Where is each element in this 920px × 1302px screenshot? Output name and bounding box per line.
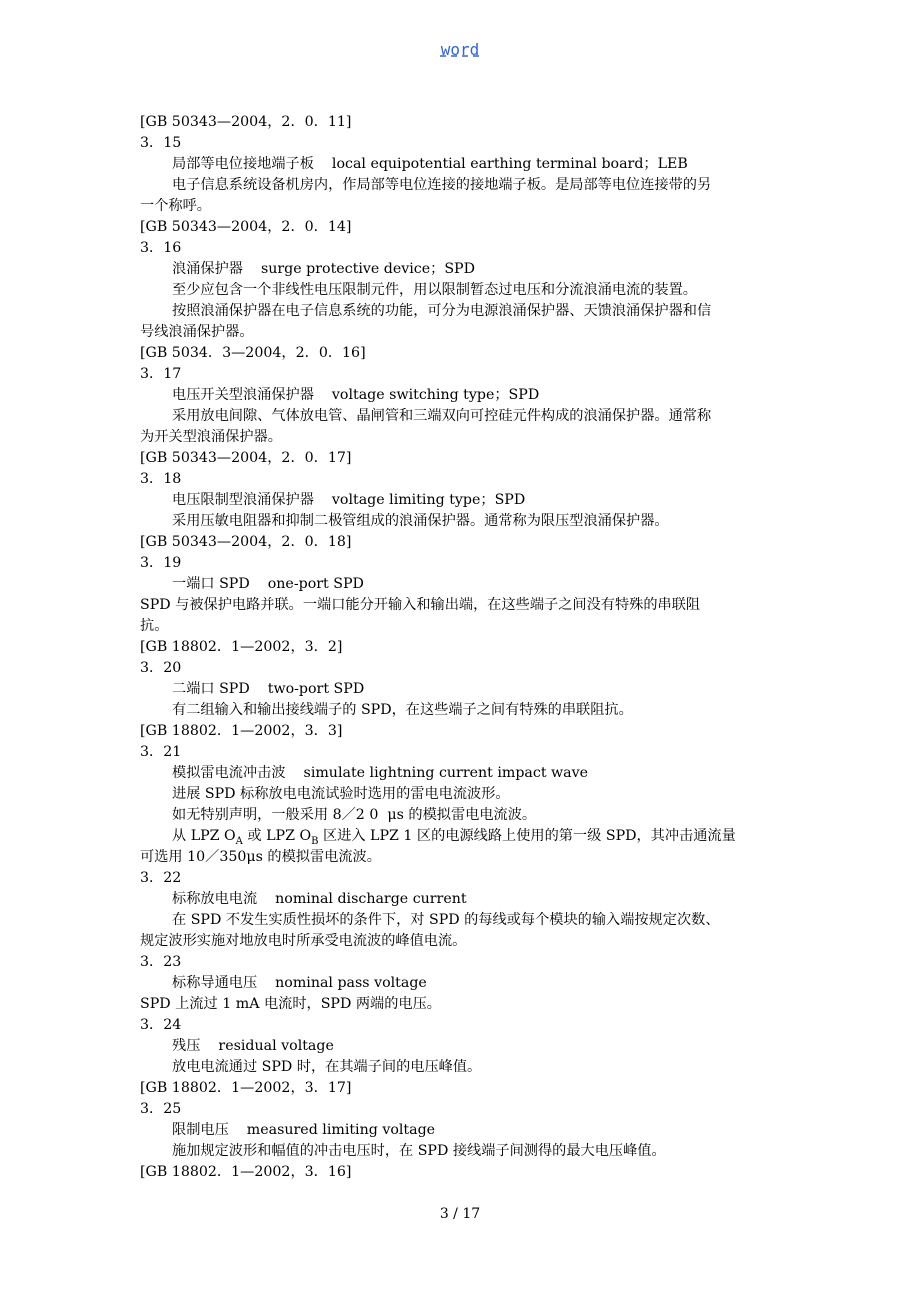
- line-text: 电压开关型浪涌保护器 voltage switching type；SPD: [172, 387, 540, 403]
- text-line: [140, 889, 790, 910]
- text-line: [140, 805, 790, 826]
- line-text: 电压限制型浪涌保护器 voltage limiting type；SPD: [172, 492, 526, 508]
- line-text: 限制电压 measured limiting voltage: [172, 1122, 436, 1138]
- line-text: 抗。: [140, 618, 169, 634]
- text-line: [140, 868, 790, 889]
- text-line: [140, 637, 790, 658]
- text-line: [140, 595, 790, 616]
- line-text: 浪涌保护器 surge protective device；SPD: [172, 261, 475, 277]
- line-text: 3．20: [140, 660, 182, 676]
- text-line: [140, 994, 790, 1015]
- text-line: [140, 490, 790, 511]
- text-line: [140, 1120, 790, 1141]
- text-line: [140, 217, 790, 238]
- line-text: 3．19: [140, 555, 182, 571]
- text-line: [140, 1036, 790, 1057]
- text-line: [140, 154, 790, 175]
- text-line: [140, 448, 790, 469]
- text-line: [140, 532, 790, 553]
- line-text: 残压 residual voltage: [172, 1038, 334, 1054]
- line-text: 3．23: [140, 954, 182, 970]
- text-line: [140, 973, 790, 994]
- text-line: [140, 322, 790, 343]
- line-text: 3．16: [140, 240, 182, 256]
- page-number: 3 / 17: [439, 1206, 481, 1222]
- line-text: 可选用 10／350μs 的模拟雷电流波。: [140, 849, 381, 865]
- line-text: 施加规定波形和幅值的冲击电压时，在 SPD 接线端子间测得的最大电压峰值。: [172, 1143, 666, 1159]
- line-text: 标称放电电流 nominal discharge current: [172, 891, 467, 907]
- text-line: [140, 133, 790, 154]
- line-text: 放电电流通过 SPD 时，在其端子间的电压峰值。: [172, 1059, 482, 1075]
- line-text: 进展 SPD 标称放电电流试验时选用的雷电电流波形。: [172, 786, 510, 802]
- line-text: SPD 上流过 1 mA 电流时，SPD 两端的电压。: [140, 996, 441, 1012]
- subscript-text: B: [311, 835, 319, 847]
- text-line: [140, 679, 790, 700]
- text-line: [140, 343, 790, 364]
- line-text: 或 LPZ O: [242, 828, 312, 844]
- line-text: 有二组输入和输出接线端子的 SPD，在这些端子之间有特殊的串联阻抗。: [172, 702, 633, 718]
- line-text: [GB 18802．1—2002，3．16]: [140, 1164, 352, 1180]
- line-text: 3．21: [140, 744, 182, 760]
- text-line: [140, 469, 790, 490]
- line-text: 区进入 LPZ 1 区的电源线路上使用的第一级 SPD，其冲击通流量: [318, 828, 736, 844]
- text-line: [140, 1141, 790, 1162]
- text-line: [140, 910, 790, 931]
- text-line: [140, 259, 790, 280]
- line-text: 一个称呼。: [140, 198, 211, 214]
- text-line: [140, 574, 790, 595]
- line-text: [GB 50343—2004，2．0．17]: [140, 450, 352, 466]
- line-text: 二端口 SPD two-port SPD: [172, 681, 365, 697]
- line-text: 一端口 SPD one-port SPD: [172, 576, 364, 592]
- text-line: [140, 847, 790, 868]
- text-line: [140, 1162, 790, 1183]
- line-text: [GB 50343—2004，2．0．14]: [140, 219, 352, 235]
- line-text: 局部等电位接地端子板 local equipotential earthing terminal board；LEB: [172, 156, 688, 172]
- text-line: [140, 1078, 790, 1099]
- document-body: [140, 112, 790, 1183]
- text-line: [140, 700, 790, 721]
- line-text: 模拟雷电流冲击波 simulate lightning current impact wave: [172, 765, 589, 781]
- text-line: [140, 763, 790, 784]
- text-line: [140, 658, 790, 679]
- text-line: [140, 1015, 790, 1036]
- text-line: [140, 721, 790, 742]
- line-text: 3．17: [140, 366, 182, 382]
- text-line: [140, 826, 790, 847]
- text-line: [140, 301, 790, 322]
- line-text: 标称导通电压 nominal pass voltage: [172, 975, 427, 991]
- text-line: [140, 175, 790, 196]
- line-text: 如无特别声明，一般采用 8／2 0 μs 的模拟雷电电流波。: [172, 807, 537, 823]
- text-line: [140, 931, 790, 952]
- text-line: [140, 238, 790, 259]
- header-word-link[interactable]: word: [440, 40, 480, 59]
- subscript-text: A: [235, 835, 243, 847]
- text-line: [140, 784, 790, 805]
- line-text: [GB 5034．3—2004，2．0．16]: [140, 345, 366, 361]
- line-text: 3．22: [140, 870, 182, 886]
- text-line: [140, 553, 790, 574]
- line-text: 规定波形实施对地放电时所承受电流波的峰值电流。: [140, 933, 467, 949]
- line-text: 按照浪涌保护器在电子信息系统的功能，可分为电源浪涌保护器、天馈浪涌保护器和信: [172, 303, 712, 319]
- page-header: [0, 40, 920, 59]
- line-text: [GB 18802．1—2002，3．3]: [140, 723, 343, 739]
- text-line: [140, 1099, 790, 1120]
- text-line: [140, 616, 790, 637]
- text-line: [140, 112, 790, 133]
- line-text: 为开关型浪涌保护器。: [140, 429, 282, 445]
- line-text: 在 SPD 不发生实质性损坏的条件下，对 SPD 的每线或每个模块的输入端按规定次数、: [172, 912, 720, 928]
- text-line: [140, 364, 790, 385]
- line-text: 从 LPZ O: [172, 828, 236, 844]
- line-text: 3．18: [140, 471, 182, 487]
- line-text: 采用压敏电阻器和抑制二极管组成的浪涌保护器。通常称为限压型浪涌保护器。: [172, 513, 669, 529]
- line-text: [GB 18802．1—2002，3．2]: [140, 639, 343, 655]
- line-text: 3．24: [140, 1017, 182, 1033]
- line-text: 采用放电间隙、气体放电管、晶闸管和三端双向可控硅元件构成的浪涌保护器。通常称: [172, 408, 712, 424]
- text-line: [140, 511, 790, 532]
- line-text: SPD 与被保护电路并联。一端口能分开输入和输出端，在这些端子之间没有特殊的串联阻: [140, 597, 701, 613]
- line-text: 电子信息系统设备机房内，作局部等电位连接的接地端子板。是局部等电位连接带的另: [172, 177, 712, 193]
- line-text: 至少应包含一个非线性电压限制元件，用以限制暂态过电压和分流浪涌电流的装置。: [172, 282, 697, 298]
- text-line: [140, 427, 790, 448]
- line-text: 3．15: [140, 135, 182, 151]
- line-text: [GB 50343—2004，2．0．18]: [140, 534, 352, 550]
- text-line: [140, 406, 790, 427]
- text-line: [140, 1057, 790, 1078]
- line-text: [GB 50343—2004，2．0．11]: [140, 114, 352, 130]
- line-text: 3．25: [140, 1101, 182, 1117]
- text-line: [140, 742, 790, 763]
- text-line: [140, 196, 790, 217]
- text-line: [140, 952, 790, 973]
- line-text: 号线浪涌保护器。: [140, 324, 254, 340]
- text-line: [140, 280, 790, 301]
- line-text: [GB 18802．1—2002，3．17]: [140, 1080, 352, 1096]
- text-line: [140, 385, 790, 406]
